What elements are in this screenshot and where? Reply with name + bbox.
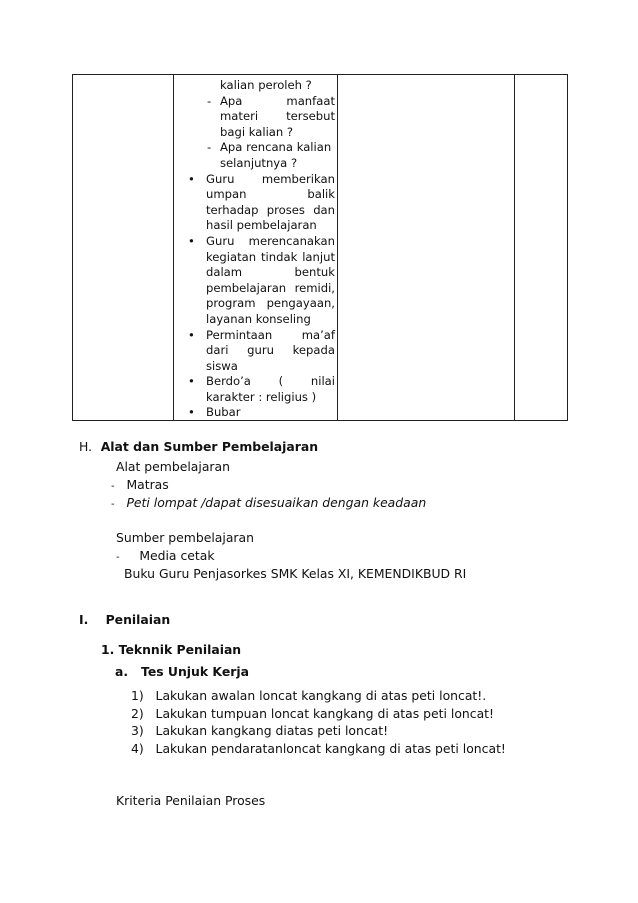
- cell-word: pengayaan,: [266, 296, 335, 311]
- cell-line: [185, 234, 335, 250]
- cell-line: [185, 78, 335, 94]
- bullet-icon: •: [188, 171, 195, 186]
- cell-word: guru: [247, 343, 274, 358]
- list-item: 4) Lakukan pendaratanloncat kangkang di atas peti loncat!: [131, 741, 506, 756]
- list-item: 3) Lakukan kangkang diatas peti loncat!: [131, 723, 389, 738]
- cell-word: ma’af: [301, 327, 335, 342]
- alat-label: Alat pembelajaran: [116, 459, 230, 474]
- cell-word: pembelajaran: [206, 280, 287, 295]
- alat-item: - Matras: [111, 477, 169, 492]
- list-item: 2) Lakukan tumpuan loncat kangkang di atas peti loncat!: [131, 706, 494, 721]
- bullet-icon: •: [188, 374, 195, 389]
- section-h-heading: H. Alat dan Sumber Pembelajaran: [79, 439, 319, 454]
- cell-line: [185, 172, 335, 188]
- cell-word: nilai: [310, 374, 335, 389]
- cell-line: [185, 343, 335, 359]
- cell-word: umpan: [206, 187, 247, 202]
- cell-line: [185, 265, 335, 281]
- dash-icon: -: [207, 93, 212, 108]
- alat-item: - Peti lompat /dapat disesuaikan dengan keadaan: [111, 495, 427, 510]
- cell-word: kegiatan: [206, 249, 257, 264]
- cell-text-line: layanan konseling: [206, 311, 311, 326]
- table-divider: [173, 75, 174, 420]
- cell-word: Apa rencana kalian: [220, 140, 332, 155]
- cell-word: Guru: [206, 171, 235, 186]
- cell-word: (: [278, 374, 284, 389]
- teknik-penilaian-heading: 1. Teknnik Penilaian: [101, 642, 242, 657]
- cell-word: balik: [307, 187, 335, 202]
- cell-line: [185, 328, 335, 344]
- cell-word: Guru: [206, 233, 235, 248]
- cell-word: Bubar: [206, 405, 241, 420]
- cell-word: bentuk: [294, 265, 335, 280]
- cell-text-line: karakter : religius ): [206, 389, 317, 404]
- cell-word: merencanakan: [248, 233, 335, 248]
- bullet-icon: •: [188, 233, 195, 248]
- cell-word: Permintaan: [206, 327, 273, 342]
- bullet-icon: •: [188, 327, 195, 342]
- table-divider: [337, 75, 338, 420]
- sumber-label: Sumber pembelajaran: [116, 530, 254, 545]
- cell-word: manfaat: [286, 93, 335, 108]
- activity-cell: [185, 78, 335, 421]
- cell-line: [185, 218, 335, 234]
- cell-line: [185, 312, 335, 328]
- cell-line: [185, 374, 335, 390]
- book-reference: Buku Guru Penjasorkes SMK Kelas XI, KEMENDIKBUD RI: [124, 566, 467, 581]
- cell-text-line: siswa: [206, 358, 238, 373]
- cell-word: dan: [313, 202, 335, 217]
- cell-word: proses: [266, 202, 305, 217]
- kriteria-label: Kriteria Penilaian Proses: [116, 793, 266, 808]
- cell-word: memberikan: [261, 171, 335, 186]
- cell-line: [185, 109, 335, 125]
- table-divider: [514, 75, 515, 420]
- cell-word: tindak: [261, 249, 298, 264]
- cell-text-line: selanjutnya ?: [220, 155, 298, 170]
- cell-word: Apa: [220, 93, 243, 108]
- cell-text-line: hasil pembelajaran: [206, 218, 317, 233]
- cell-line: [185, 125, 335, 141]
- sumber-item: - Media cetak: [116, 548, 215, 563]
- cell-line: [185, 359, 335, 375]
- cell-line: [185, 203, 335, 219]
- cell-line: [185, 281, 335, 297]
- cell-text-line: bagi kalian ?: [220, 124, 294, 139]
- cell-text-line: kalian peroleh ?: [220, 78, 312, 92]
- cell-line: [185, 296, 335, 312]
- cell-line: [185, 250, 335, 266]
- cell-word: tersebut: [286, 109, 335, 124]
- cell-line: [185, 140, 335, 156]
- cell-line: [185, 94, 335, 110]
- cell-line: [185, 156, 335, 172]
- cell-line: [185, 187, 335, 203]
- cell-word: remidi,: [294, 280, 335, 295]
- cell-word: dari: [206, 343, 229, 358]
- cell-line: [185, 405, 335, 421]
- dash-icon: -: [207, 140, 212, 155]
- list-item: 1) Lakukan awalan loncat kangkang di atas peti loncat!.: [131, 688, 487, 703]
- tes-unjuk-kerja-heading: a. Tes Unjuk Kerja: [115, 664, 249, 679]
- section-i-heading: I. Penilaian: [79, 612, 171, 627]
- cell-line: [185, 390, 335, 406]
- cell-word: materi: [220, 109, 259, 124]
- cell-word: dalam: [206, 265, 243, 280]
- cell-word: terhadap: [206, 202, 259, 217]
- bullet-icon: •: [188, 405, 195, 420]
- cell-word: Berdo’a: [206, 374, 251, 389]
- cell-word: program: [206, 296, 256, 311]
- cell-word: lanjut: [302, 249, 335, 264]
- cell-word: kepada: [292, 343, 335, 358]
